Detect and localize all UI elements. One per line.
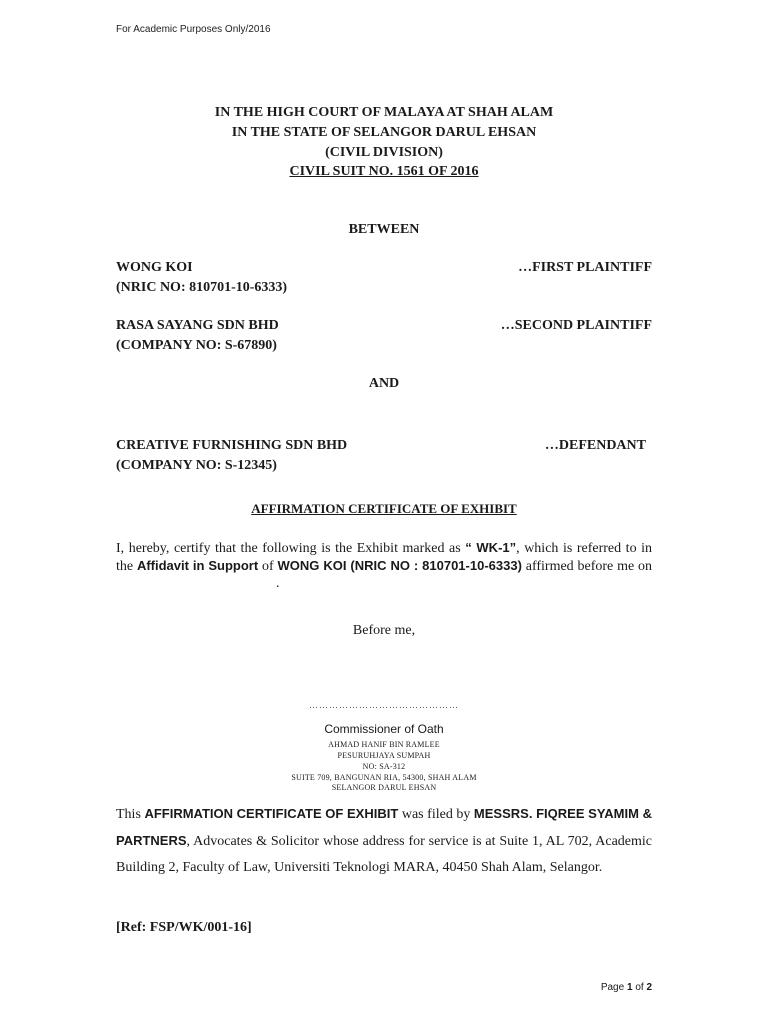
certificate-title: AFFIRMATION CERTIFICATE OF EXHIBIT: [251, 501, 517, 516]
defendant-role: …DEFENDANT: [544, 438, 646, 453]
plaintiff2-role: …SECOND PLAINTIFF: [500, 318, 652, 333]
plaintiff2-id: (COMPANY NO: S-67890): [116, 338, 277, 353]
reference: [Ref: FSP/WK/001-16]: [116, 920, 252, 935]
plaintiff1-role: …FIRST PLAINTIFF: [518, 260, 652, 275]
plaintiff1-name: WONG KOI: [116, 260, 193, 275]
header-note: For Academic Purposes Only/2016: [116, 24, 271, 35]
certify-paragraph: I, hereby, certify that the following is the Exhibit marked as “ WK-1”, which is referred to in the Affidavit in Support of WONG KOI (NRIC NO : 810701-10-6333) affirmed before me on.: [116, 540, 653, 591]
court-line-2: IN THE STATE OF SELANGOR DARUL EHSAN: [231, 125, 537, 140]
page-number: 1: [626, 982, 633, 993]
filing-paragraph: This AFFIRMATION CERTIFICATE OF EXHIBIT was filed by MESSRS. FIQREE SYAMIM & PARTNERS, Advocates & Solicitor whose address for service is at Suite 1, AL 702, Academic Building 2, Faculty of Law, Universiti Teknologi MARA, 40450 Shah Alam, Selangor.: [116, 806, 652, 875]
court-line-3: (CIVIL DIVISION): [325, 145, 443, 160]
law-firm: MESSRS. FIQREE SYAMIM & PARTNERS: [116, 806, 652, 848]
suit-number: CIVIL SUIT NO. 1561 OF 2016: [289, 164, 479, 179]
commissioner-address-1: SUITE 709, BANGUNAN RIA, 54300, SHAH ALAM: [291, 773, 477, 782]
commissioner-title: Commissioner of Oath: [324, 722, 444, 736]
plaintiff1-id: (NRIC NO: 810701-10-6333): [116, 280, 288, 295]
before-me: Before me,: [352, 623, 416, 638]
plaintiff2-name: RASA SAYANG SDN BHD: [116, 318, 279, 333]
commissioner-number: NO: SA-312: [362, 762, 406, 771]
court-line-1: IN THE HIGH COURT OF MALAYA AT SHAH ALAM: [214, 105, 554, 120]
signature-line: ………………………………………: [309, 700, 459, 710]
page-total: 2: [646, 982, 652, 993]
page-footer: Page 1 of 2: [600, 982, 652, 993]
defendant-id: (COMPANY NO: S-12345): [116, 458, 277, 473]
between-heading: BETWEEN: [348, 222, 420, 237]
commissioner-address-2: SELANGOR DARUL EHSAN: [331, 783, 437, 792]
filing-doc-title: AFFIRMATION CERTIFICATE OF EXHIBIT: [144, 806, 399, 821]
commissioner-role: PESURUHJAYA SUMPAH: [337, 751, 431, 760]
affidavit-ref: Affidavit in Support: [136, 558, 259, 573]
and-heading: AND: [368, 376, 400, 391]
defendant-name: CREATIVE FURNISHING SDN BHD: [116, 438, 348, 453]
exhibit-mark: “ WK-1”: [465, 540, 517, 555]
deponent-ref: WONG KOI (NRIC NO : 810701-10-6333): [277, 558, 522, 573]
commissioner-name: AHMAD HANIF BIN RAMLEE: [328, 740, 440, 749]
